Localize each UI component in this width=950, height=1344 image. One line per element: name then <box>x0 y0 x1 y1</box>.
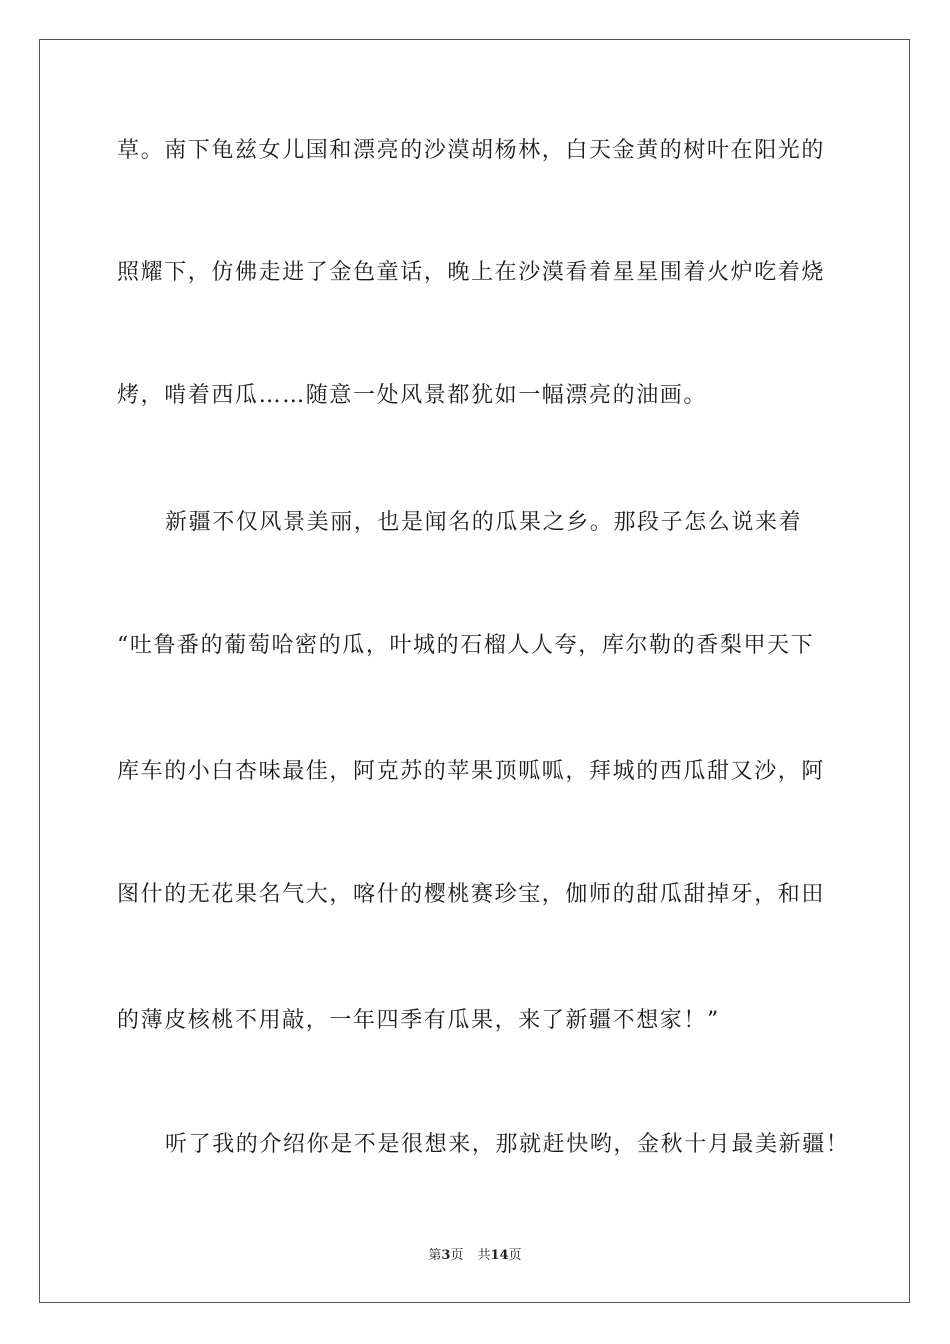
text-line-8: 的薄皮核桃不用敲，一年四季有瓜果，来了新疆不想家！” <box>117 1008 720 1033</box>
text-line-6: 库车的小白杏味最佳，阿克苏的苹果顶呱呱，拜城的西瓜甜又沙，阿 <box>117 759 826 784</box>
page-number: 3 <box>441 1248 451 1263</box>
text-line-3: 烤，啃着西瓜……随意一处风景都犹如一幅漂亮的油画。 <box>117 383 708 408</box>
page-prefix: 第 <box>428 1248 442 1263</box>
text-line-4: 新疆不仅风景美丽，也是闻名的瓜果之乡。那段子怎么说来着 <box>165 510 803 535</box>
total-pages: 14 <box>490 1248 509 1263</box>
page-suffix: 页 <box>450 1248 464 1263</box>
total-prefix: 共 <box>477 1248 491 1263</box>
total-suffix: 页 <box>508 1248 522 1263</box>
text-line-5: “吐鲁番的葡萄哈密的瓜，叶城的石榴人人夸，库尔勒的香梨甲天下 <box>117 633 815 658</box>
page-footer <box>0 1247 950 1265</box>
text-line-9: 听了我的介绍你是不是很想来，那就赶快哟，金秋十月最美新疆！ <box>165 1132 850 1157</box>
text-line-7: 图什的无花果名气大，喀什的樱桃赛珍宝，伽师的甜瓜甜掉牙，和田 <box>117 882 826 907</box>
text-line-1: 草。南下龟兹女儿国和漂亮的沙漠胡杨林，白天金黄的树叶在阳光的 <box>117 138 826 163</box>
page-border <box>39 39 910 1303</box>
text-line-2: 照耀下，仿佛走进了金色童话，晚上在沙漠看着星星围着火炉吃着烧 <box>117 260 826 285</box>
